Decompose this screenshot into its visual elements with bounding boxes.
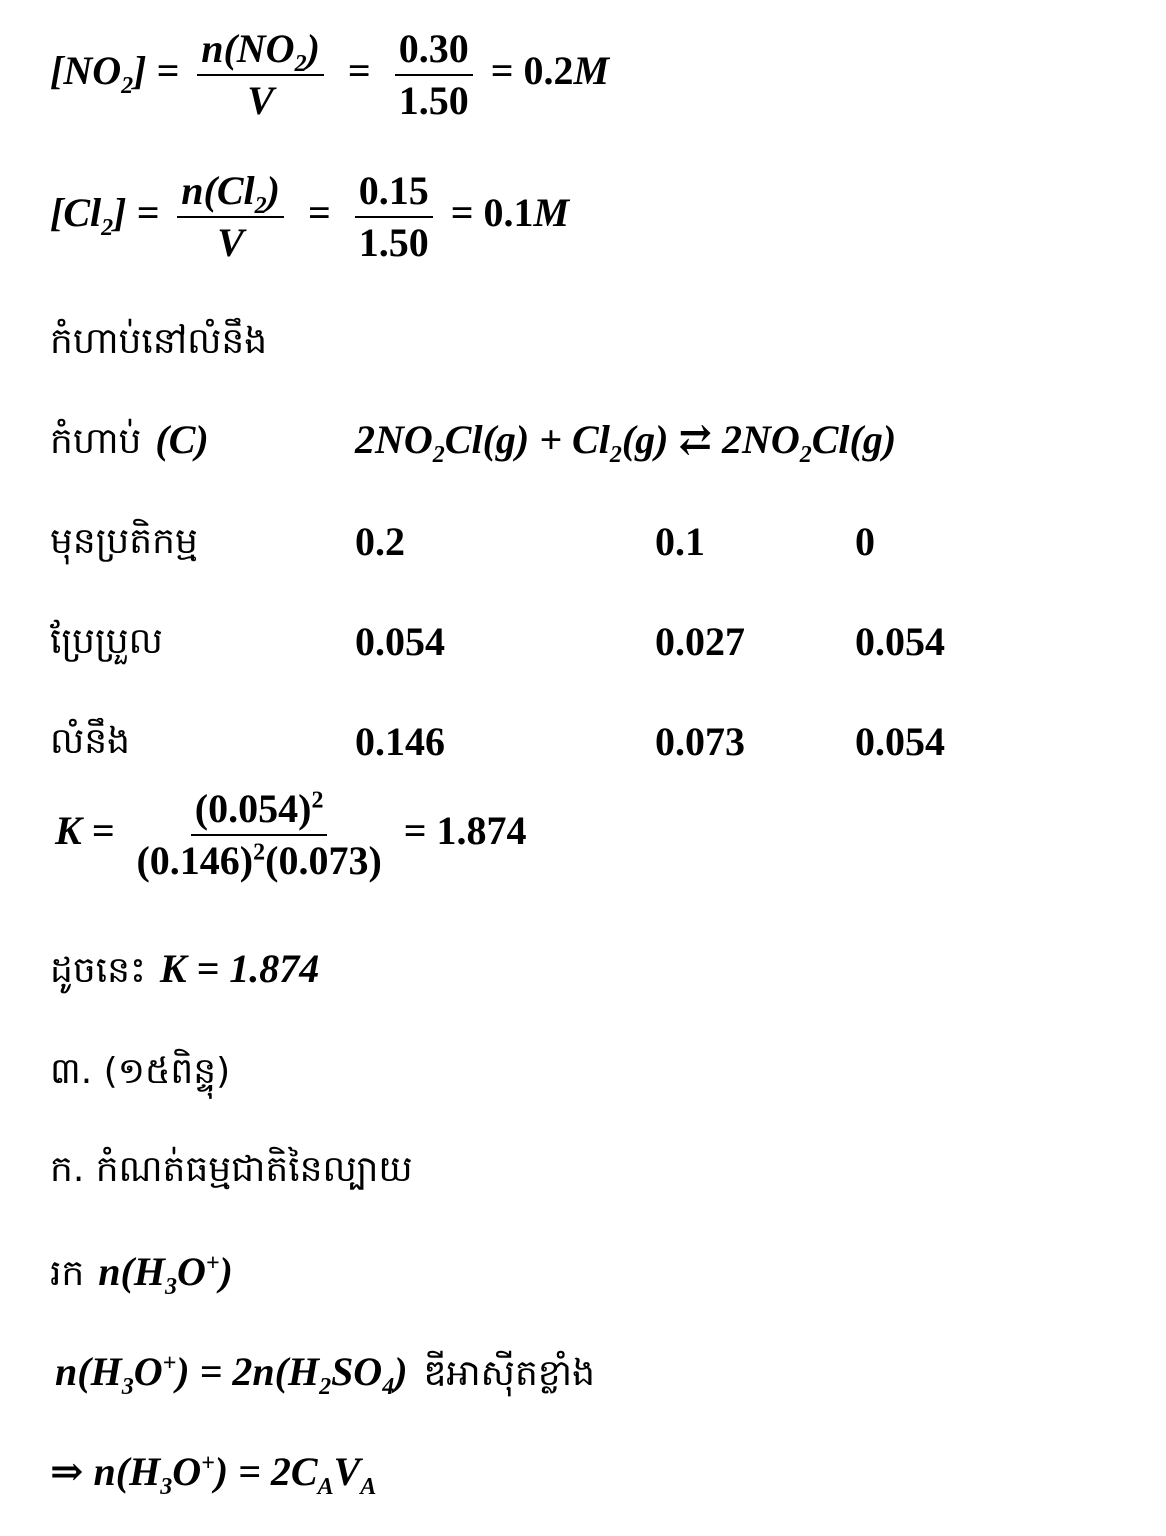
heading-equilibrium-concentration: កំហាប់នៅលំនឹង <box>50 321 268 362</box>
implies-arrow: ⇒ <box>50 1449 84 1494</box>
no2-concentration-equation: $[NO_2]$ = $\frac{n(NO_2)}{V}$ = $\frac{0.30}{1.50}$ = 0.2M <box>50 26 610 123</box>
row-label: ប្រែប្រួល <box>50 621 163 662</box>
no2-fraction-moles: $\frac{n(NO_2)}{V}$ <box>197 28 324 122</box>
find-label: រក <box>50 1253 85 1294</box>
ice-table-header <box>50 416 1150 466</box>
row-label: លំនឹង <box>50 721 130 762</box>
no2-fraction-values: $\frac{0.30}{1.50}$ <box>395 28 473 122</box>
cell-value: 0 <box>855 519 875 564</box>
implies-expression: $n(H_3O^+) = 2C_AV_A$ <box>93 1449 377 1500</box>
equilibrium-constant-equation <box>55 788 527 882</box>
relation-note: ឌីអាស៊ីតខ្លាំង <box>423 1353 595 1394</box>
reaction-equation: $2NO_2Cl(g) + Cl_2(g)$ ⇄ $2NO_2Cl(g)$ <box>355 417 897 468</box>
find-line <box>50 1248 233 1303</box>
cl2-result: = 0.1M <box>450 190 570 236</box>
cell-value: 0.1 <box>655 519 705 564</box>
therefore-value: K = 1.874 <box>159 946 320 991</box>
no2-lhs: $[NO_2]$ = <box>50 48 180 100</box>
cl2-fraction-moles: $\frac{n(Cl_2)}{V}$ <box>177 170 284 264</box>
relation-line <box>55 1348 595 1403</box>
ice-row-initial <box>50 518 1150 568</box>
cell-value: 0.054 <box>355 619 445 664</box>
cell-value: 0.027 <box>655 619 745 664</box>
find-expression: $n(H_3O^+)$ <box>98 1249 233 1300</box>
cl2-fraction-values: $\frac{0.15}{1.50}$ <box>355 170 433 264</box>
k-fraction: $\frac{(0.054)^2}{(0.146)^2(0.073)}$ <box>136 786 382 883</box>
cl2-concentration-equation: $[Cl_2]$ = $\frac{n(Cl_2)}{V}$ = $\frac{0.15}{1.50}$ = 0.1M <box>50 168 570 265</box>
therefore-line <box>50 945 319 1000</box>
section-a-heading: ក. កំណត់ធម្មជាតិនៃល្បាយ <box>50 1149 413 1190</box>
therefore-label: ដូចនេះ <box>50 950 146 991</box>
k-lhs: K = <box>55 808 115 854</box>
ice-header-label: កំហាប់ <box>50 421 142 462</box>
ice-row-equilibrium <box>50 718 1150 768</box>
no2-result: = 0.2M <box>490 48 610 94</box>
row-label: មុនប្រតិកម្ម <box>50 521 198 562</box>
section-3-heading: ៣. (១៥ពិន្ទុ) <box>50 1051 231 1092</box>
cl2-lhs: $[Cl_2]$ = <box>50 190 160 242</box>
ice-header-symbol: (C) <box>155 417 209 462</box>
implies-line <box>50 1448 377 1500</box>
cell-value: 0.2 <box>355 519 405 564</box>
ice-row-change <box>50 618 1150 668</box>
cell-value: 0.146 <box>355 719 445 764</box>
k-result: = 1.874 <box>403 808 527 854</box>
relation-expression: $n(H_3O^+) = 2n(H_2SO_4)$ <box>55 1349 408 1400</box>
cell-value: 0.054 <box>855 619 945 664</box>
cell-value: 0.073 <box>655 719 745 764</box>
cell-value: 0.054 <box>855 719 945 764</box>
